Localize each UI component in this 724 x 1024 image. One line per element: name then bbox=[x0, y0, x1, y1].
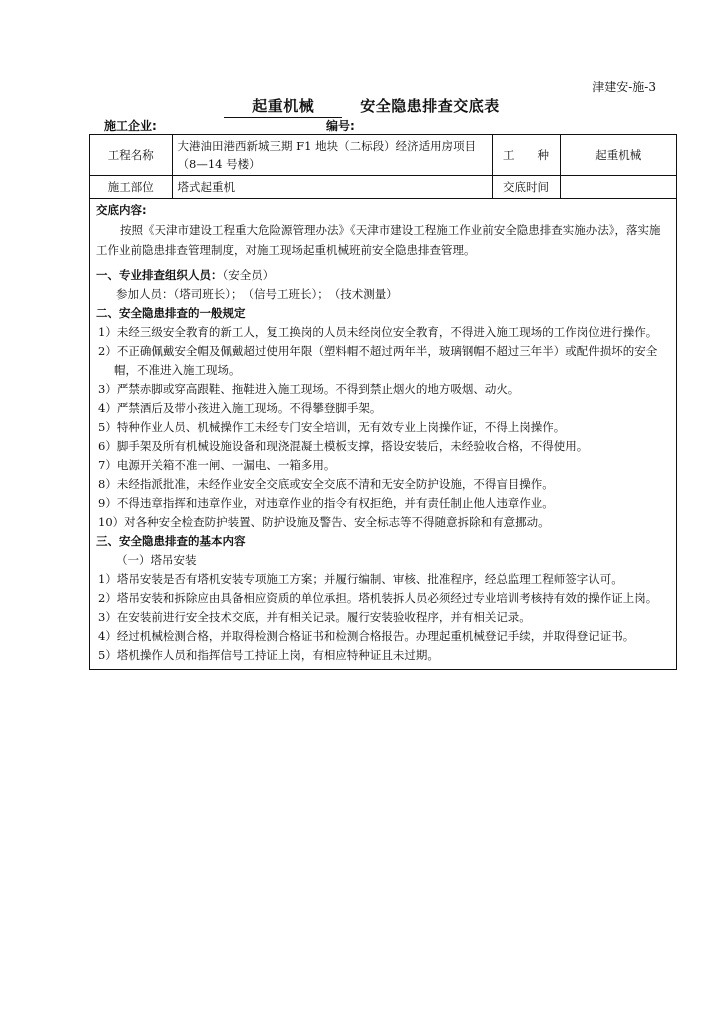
list-item: 5）塔机操作人员和指挥信号工持证上岗，有相应特种证且未过期。 bbox=[98, 648, 439, 662]
list-item: 1）塔吊安装是否有塔机安装专项施工方案；并履行编制、审核、批准程序，经总监理工程师签字认可。 bbox=[98, 572, 623, 586]
list-item: 6）脚手架及所有机械设施设备和现浇混凝土模板支撑，搭设安装后，未经验收合格，不得使用。 bbox=[98, 439, 589, 453]
section3-subtitle: （一）塔吊安装 bbox=[116, 553, 197, 567]
page-title bbox=[0, 95, 724, 118]
title-name: 安全隐患排查交底表 bbox=[360, 97, 500, 115]
location-label: 施工部位 bbox=[90, 176, 172, 199]
trade-label: 工 种 bbox=[492, 135, 560, 176]
location-value: 塔式起重机 bbox=[172, 176, 492, 199]
project-row bbox=[90, 135, 676, 176]
list-item: 4）严禁酒后及带小孩进入施工现场。不得攀登脚手架。 bbox=[98, 401, 382, 415]
list-item: 10）对各种安全检查防护装置、防护设施及警告、安全标志等不得随意拆除和有意挪动。 bbox=[98, 515, 550, 529]
meta-row bbox=[104, 117, 664, 134]
list-item: 9）不得违章指挥和违章作业，对违章作业的指令有权拒绝，并有责任制止他人违章作业。 bbox=[98, 496, 554, 510]
briefing-sheet bbox=[89, 134, 677, 670]
list-item: 2）不正确佩戴安全帽及佩戴超过使用年限（塑料帽不超过两年半，玻璃钢帽不超过三年半）或配件损坏的安全帽，不准进入施工现场。 bbox=[98, 344, 658, 377]
document-code: 津建安-施-3 bbox=[592, 80, 656, 94]
list-item: 4）经过机械检测合格，并取得检测合格证书和检测合格报告。办理起重机械登记手续，并取得登记证书。 bbox=[98, 629, 635, 643]
briefing-content bbox=[90, 199, 676, 669]
list-item: 3）严禁赤脚或穿高跟鞋、拖鞋进入施工现场。不得到禁止烟火的地方吸烟、动火。 bbox=[98, 382, 520, 396]
list-item: 3）在安装前进行安全技术交底，并有相关记录。履行安装验收程序，并有相关记录。 bbox=[98, 610, 531, 624]
trade-value: 起重机械 bbox=[560, 135, 676, 176]
list-item: 7）电源开关箱不准一闸、一漏电、一箱多用。 bbox=[98, 458, 336, 472]
time-label: 交底时间 bbox=[492, 176, 560, 199]
section1-lead: （安全员） bbox=[222, 268, 275, 282]
company-label: 施工企业: bbox=[104, 119, 157, 133]
project-label: 工程名称 bbox=[90, 135, 172, 176]
title-category: 起重机械 bbox=[224, 95, 342, 118]
project-value: 大港油田港西新城三期 F1 地块（二标段）经济适用房项目（8—14 号楼） bbox=[172, 135, 492, 176]
section3-list bbox=[96, 570, 670, 665]
list-item: 8）未经指派批准，未经作业安全交底或安全交底不清和无安全防护设施，不得盲目操作。 bbox=[98, 477, 554, 491]
header-table bbox=[90, 135, 676, 199]
section1-line bbox=[96, 266, 670, 285]
list-item: 1）未经三级安全教育的新工人，复工换岗的人员未经岗位安全教育，不得进入施工现场的工作岗位进行操作。 bbox=[98, 325, 658, 339]
intro-paragraph: 按照《天津市建设工程重大危险源管理办法》《天津市建设工程施工作业前安全隐患排查实施办法》，落实施工作业前隐患排查管理制度，对施工现场起重机械班前安全隐患排查管理。 bbox=[96, 223, 661, 257]
section1-title: 一、专业排查组织人员： bbox=[96, 268, 223, 282]
location-row bbox=[90, 176, 676, 199]
section1-participants: 参加人员：（塔司班长）； （信号工班长）； （技术测量） bbox=[116, 287, 398, 301]
section2-title: 二、安全隐患排查的一般规定 bbox=[96, 306, 246, 320]
time-value bbox=[560, 176, 676, 199]
number-label: 编号: bbox=[326, 119, 355, 133]
list-item: 2）塔吊安装和拆除应由具备相应资质的单位承担。塔机装拆人员必须经过专业培训考核持有效的操作证上岗。 bbox=[98, 591, 658, 605]
section3-title: 三、安全隐患排查的基本内容 bbox=[96, 534, 246, 548]
content-heading: 交底内容: bbox=[96, 203, 147, 217]
section2-list bbox=[96, 323, 670, 532]
list-item: 5）特种作业人员、机械操作工未经专门安全培训，无有效专业上岗操作证，不得上岗操作。 bbox=[98, 420, 566, 434]
